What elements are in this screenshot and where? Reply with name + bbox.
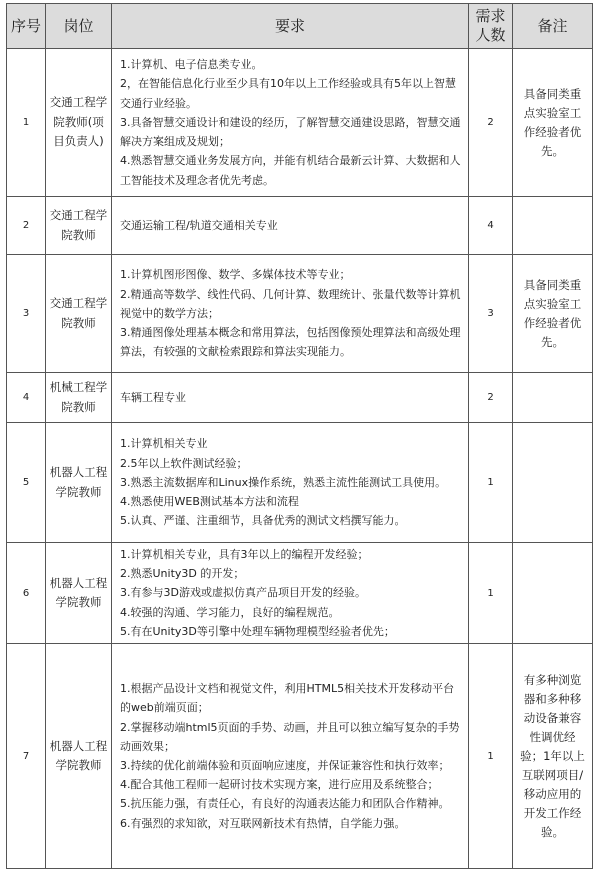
table-row [7, 49, 593, 197]
row-number: 2 [7, 197, 46, 255]
requirements-cell [112, 543, 469, 644]
requirements-cell [112, 49, 469, 197]
position-cell: 机器人工程学院教师 [46, 644, 112, 869]
requirement-item: 3.有参与3D游戏或虚拟仿真产品项目开发的经验。 [120, 586, 366, 600]
note-cell [513, 197, 593, 255]
requirement-item: 4.配合其他工程师一起研讨技术实现方案，进行应用及系统整合； [120, 778, 439, 792]
job-table-container [6, 3, 592, 869]
header-requirements: 要求 [112, 4, 469, 49]
requirement-item: 1.根据产品设计文档和视觉文件，利用HTML5相关技术开发移动平台的web前端页面； [120, 682, 455, 715]
row-number: 7 [7, 644, 46, 869]
position-cell: 交通工程学院教师(项目负责人) [46, 49, 112, 197]
requirements-cell [112, 197, 469, 255]
header-count: 需求人数 [469, 4, 513, 49]
requirements-cell [112, 373, 469, 423]
header-position: 岗位 [46, 4, 112, 49]
headcount-cell: 3 [469, 255, 513, 373]
position-cell: 交通工程学院教师 [46, 255, 112, 373]
position-cell: 机器人工程学院教师 [46, 543, 112, 644]
headcount-cell: 2 [469, 373, 513, 423]
requirement-item: 5.认真、严谨、注重细节，具备优秀的测试文档撰写能力。 [120, 514, 406, 528]
requirement-item: 3.熟悉主流数据库和Linux操作系统，熟悉主流性能测试工具使用。 [120, 475, 447, 489]
position-cell: 机械工程学院教师 [46, 373, 112, 423]
note-cell: 具备同类重点实验室工作经验者优先。 [513, 49, 593, 197]
requirement-item: 交通运输工程/轨道交通相关专业 [120, 218, 278, 232]
requirement-item: 5.有在Unity3D等引擎中处理车辆物理模型经验者优先； [120, 624, 395, 638]
position-cell: 交通工程学院教师 [46, 197, 112, 255]
row-number: 3 [7, 255, 46, 373]
headcount-cell: 1 [469, 543, 513, 644]
headcount-cell: 4 [469, 197, 513, 255]
row-number: 6 [7, 543, 46, 644]
header-row [7, 4, 593, 49]
requirement-item: 1.计算机、电子信息类专业。 [120, 58, 263, 72]
table-row [7, 373, 593, 423]
note-cell: 有多种浏览器和多种移动设备兼容性调优经验；1年以上互联网项目/移动应用的开发工作经验。 [513, 644, 593, 869]
note-cell: 具备同类重点实验室工作经验者优先。 [513, 255, 593, 373]
row-number: 1 [7, 49, 46, 197]
note-cell [513, 423, 593, 543]
job-requirements-table [6, 3, 593, 869]
table-row [7, 644, 593, 869]
headcount-cell: 1 [469, 423, 513, 543]
requirement-item: 车辆工程专业 [120, 390, 186, 404]
note-cell [513, 543, 593, 644]
requirements-cell [112, 255, 469, 373]
requirement-item: 1.计算机图形图像、数学、多媒体技术等专业； [120, 268, 351, 282]
requirements-cell [112, 423, 469, 543]
requirement-item: 2.精通高等数学、线性代码、几何计算、数理统计、张量代数等计算机视觉中的数学方法； [120, 287, 461, 320]
table-row [7, 255, 593, 373]
requirement-item: 6.有强烈的求知欲，对互联网新技术有热情，自学能力强。 [120, 816, 406, 830]
requirement-item: 4.熟悉使用WEB测试基本方法和流程 [120, 495, 299, 509]
requirement-item: 2.5年以上软件测试经验； [120, 456, 248, 470]
header-no: 序号 [7, 4, 46, 49]
table-body [7, 49, 593, 869]
header-note: 备注 [513, 4, 593, 49]
requirement-item: 2，在智能信息化行业至少具有10年以上工作经验或具有5年以上智慧交通行业经验。 [120, 77, 456, 110]
requirement-item: 3.精通图像处理基本概念和常用算法，包括图像预处理算法和高级处理算法，有较强的文献检索跟踪和算法实现能力。 [120, 326, 461, 359]
requirement-item: 2.熟悉Unity3D 的开发； [120, 567, 245, 581]
requirement-item: 3.持续的优化前端体验和页面响应速度，并保证兼容性和执行效率； [120, 759, 450, 773]
requirement-item: 4.熟悉智慧交通业务发展方向，并能有机结合最新云计算、大数据和人工智能技术及理念者优先考虑。 [120, 154, 461, 187]
table-row [7, 197, 593, 255]
requirement-item: 5.抗压能力强，有责任心，有良好的沟通表达能力和团队合作精神。 [120, 797, 450, 811]
requirements-cell [112, 644, 469, 869]
table-row [7, 423, 593, 543]
table-row [7, 543, 593, 644]
requirement-item: 1.计算机相关专业，具有3年以上的编程开发经验； [120, 548, 369, 561]
row-number: 5 [7, 423, 46, 543]
requirement-item: 3.具备智慧交通设计和建设的经历，了解智慧交通建设思路，智慧交通解决方案组成及规划； [120, 115, 461, 149]
position-cell: 机器人工程学院教师 [46, 423, 112, 543]
requirement-item: 1.计算机相关专业 [120, 437, 208, 451]
note-cell [513, 373, 593, 423]
row-number: 4 [7, 373, 46, 423]
requirement-item: 2.掌握移动端html5页面的手势、动画，并且可以独立编写复杂的手势动画效果； [120, 720, 460, 753]
headcount-cell: 2 [469, 49, 513, 197]
headcount-cell: 1 [469, 644, 513, 869]
requirement-item: 4.较强的沟通、学习能力，良好的编程规范。 [120, 605, 340, 619]
